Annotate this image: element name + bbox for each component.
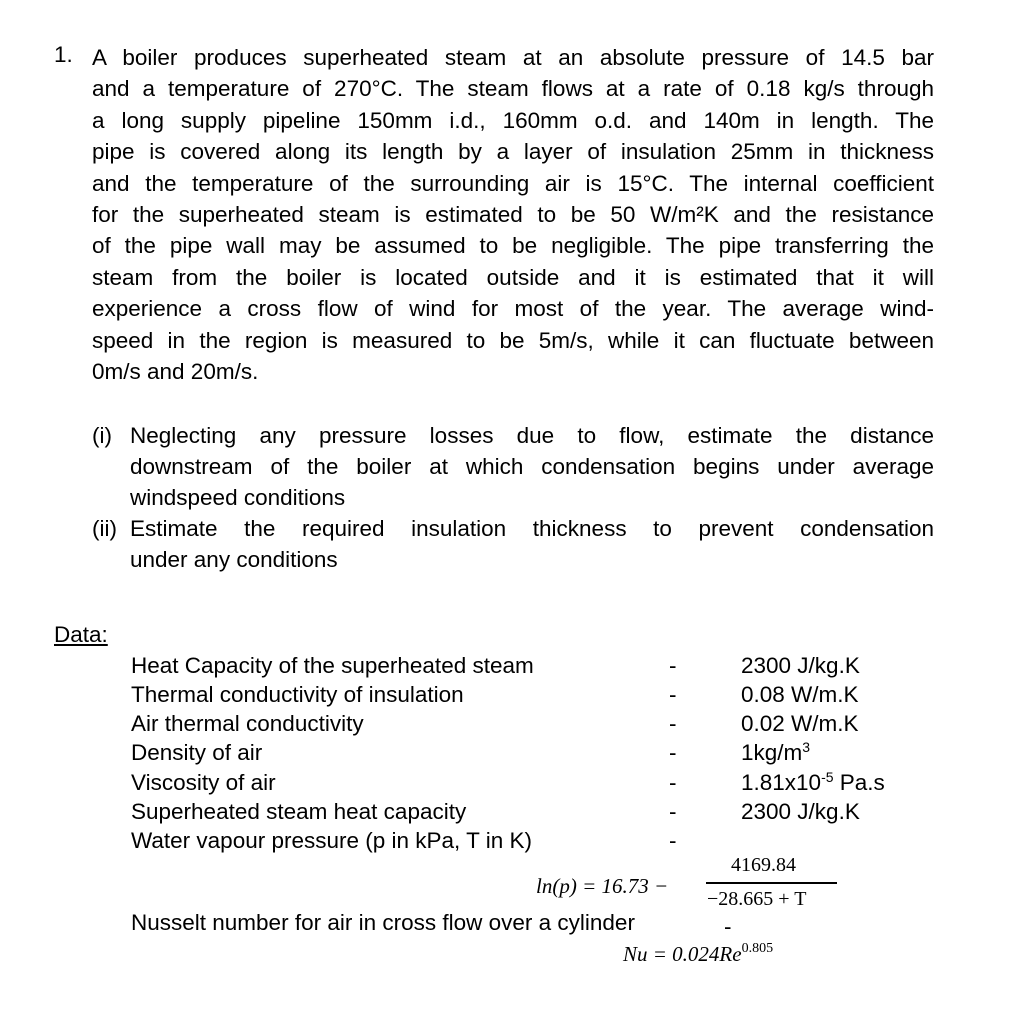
data-row-separator: - xyxy=(669,770,677,795)
value-text: 1kg/m xyxy=(741,740,803,765)
nusselt-exponent: 0.805 xyxy=(741,941,774,956)
nusselt-label: Nusselt number for air in cross flow over a cylinder xyxy=(131,910,635,935)
question-line: and the temperature of the surrounding air is 15°C. The internal coefficient xyxy=(92,170,934,196)
part-text xyxy=(130,420,934,513)
nusselt-equation-base: Nu = 0.024Re xyxy=(623,942,742,966)
data-row-value: 2300 J/kg.K xyxy=(741,799,860,824)
data-row-name: Superheated steam heat capacity xyxy=(131,799,467,824)
question-line: and a temperature of 270°C. The steam flows at a rate of 0.18 kg/s through xyxy=(92,76,934,102)
question-line: of the pipe wall may be assumed to be negligible. The pipe transferring the xyxy=(92,233,934,259)
data-row-value xyxy=(741,768,885,797)
value-superscript: -5 xyxy=(821,769,834,785)
data-row-separator: - xyxy=(669,711,677,736)
data-row-separator: - xyxy=(669,799,677,824)
nusselt-separator: - xyxy=(724,914,732,939)
data-row-name: Thermal conductivity of insulation xyxy=(131,682,464,707)
question-line: 0m/s and 20m/s. xyxy=(92,358,259,384)
nusselt-equation xyxy=(623,940,773,968)
question-line: pipe is covered along its length by a layer of insulation 25mm in thickness xyxy=(92,139,934,165)
question-number: 1. xyxy=(54,42,73,67)
part-text xyxy=(130,513,934,575)
data-row-name: Viscosity of air xyxy=(131,770,276,795)
data-row xyxy=(131,826,931,855)
vapour-equation-denominator: −28.665 + T xyxy=(707,888,807,910)
vapour-equation-numerator: 4169.84 xyxy=(731,854,796,876)
data-row-separator: - xyxy=(669,828,677,853)
data-row-separator: - xyxy=(669,682,677,707)
value-text: 1.81x10 xyxy=(741,770,822,795)
data-row xyxy=(131,738,931,767)
part-line: windspeed conditions xyxy=(130,485,346,510)
question-line: for the superheated steam is estimated to be 50 W/m²K and the resistance xyxy=(92,201,934,227)
question-line: speed in the region is measured to be 5m/s, while it can fluctuate between xyxy=(92,327,934,353)
part-line: under any conditions xyxy=(130,547,338,572)
question-line: steam from the boiler is located outside and it is estimated that it will xyxy=(92,264,934,290)
fraction-bar xyxy=(706,882,837,884)
question-line: A boiler produces superheated steam at an absolute pressure of 14.5 bar xyxy=(92,45,934,70)
data-row-value: 0.08 W/m.K xyxy=(741,682,859,707)
data-row-value: 2300 J/kg.K xyxy=(741,653,860,678)
part-line: Estimate the required insulation thickness to prevent condensation xyxy=(130,516,934,541)
data-row xyxy=(131,797,931,826)
value-superscript: 3 xyxy=(802,739,811,755)
data-row xyxy=(131,680,931,709)
value-unit: Pa.s xyxy=(833,770,885,795)
data-header: Data: xyxy=(54,622,108,647)
data-row xyxy=(131,709,931,738)
question-line: a long supply pipeline 150mm i.d., 160mm o.d. and 140m in length. The xyxy=(92,107,934,133)
data-row-separator: - xyxy=(669,740,677,765)
part-label: (i) xyxy=(92,423,112,448)
data-row xyxy=(131,768,931,797)
data-row-separator: - xyxy=(669,653,677,678)
question-text xyxy=(92,42,934,387)
question-line: experience a cross flow of wind for most of the year. The average wind- xyxy=(92,296,934,322)
part-label: (ii) xyxy=(92,516,117,541)
data-row xyxy=(131,651,931,680)
part-line: Neglecting any pressure losses due to flow, estimate the distance xyxy=(130,423,934,448)
part-line: downstream of the boiler at which condensation begins under average xyxy=(130,454,934,479)
data-row-value: 0.02 W/m.K xyxy=(741,711,859,736)
data-row-value xyxy=(741,738,810,767)
data-row-name: Air thermal conductivity xyxy=(131,711,364,736)
data-row-name: Water vapour pressure (p in kPa, T in K) xyxy=(131,828,533,853)
data-row-name: Heat Capacity of the superheated steam xyxy=(131,653,534,678)
data-row-name: Density of air xyxy=(131,740,263,765)
vapour-equation-lhs: ln(p) = 16.73 − xyxy=(536,874,669,898)
